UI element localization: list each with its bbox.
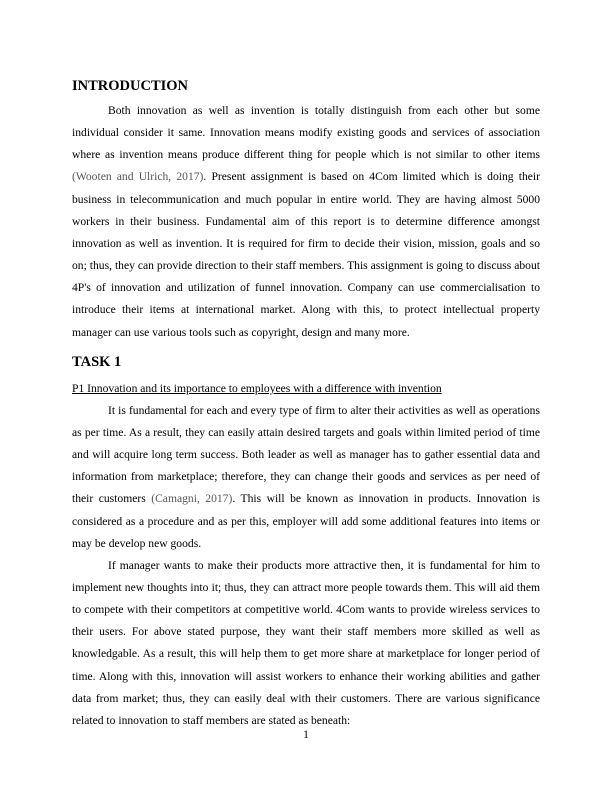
task1-paragraph-2: If manager wants to make their products more attractive then, it is fundamental for him to implement new thoughts into it; thus, they can attract more people towards them. This will aid them to compete with their competitors at competitive world. 4Com wants to provide wireless services to their users. For above stated purpose, they want their staff members more skilled as well as knowledgable. As a result, this will help them to get more share at marketplace for longer period of time. Along with this, innovation will assist workers to enhance their working abilities and gather data from market; thus, they can easily deal with their customers. There are various significance related to innovation to staff members are stated as beneath:	[72, 558, 540, 727]
intro-text-part-1: Both innovation as well as invention is totally distinguish from each other but some individual consider it same. Innovation means modify existing goods and services of association where as invention means produce different thing for people which is not similar to other items	[72, 104, 540, 162]
task1-text-part-2: . This will be known as innovation in products. Innovation is considered as a procedure and as per this, employer will add some additional features into items or may be develop new goods.	[72, 492, 540, 550]
task1-heading: TASK 1	[72, 353, 122, 370]
task1-subheading: P1 Innovation and its importance to employees with a difference with invention	[72, 381, 442, 395]
page-number: 1	[303, 728, 309, 741]
task1-paragraph-1	[72, 400, 540, 555]
intro-citation: (Wooten and Ulrich, 2017)	[72, 170, 204, 184]
introduction-heading: INTRODUCTION	[72, 78, 189, 94]
task1-text-part-1: It is fundamental for each and every type of firm to alter their activities as well as operations as per time. As a result, they can easily attain desired targets and goals within limited period of time and will acquire long term success. Both leader as well as manager has to gather essential data and information from marketplace; therefore, they can change their goods and services as per need of their customers	[72, 403, 540, 506]
document-page	[72, 76, 540, 732]
task1-citation: (Camagni, 2017)	[151, 492, 233, 506]
introduction-paragraph	[72, 100, 540, 344]
intro-text-part-2: . Present assignment is based on 4Com limited which is doing their business in telecommunication and much popular in entire world. They are having almost 5000 workers in their business. Fundamental aim of this report is to determine difference amongst innovation as well as invention. It is required for firm to decide their vision, mission, goals and so on; thus, they can provide direction to their staff members. This assignment is going to discuss about 4P's of innovation and utilization of funnel innovation. Company can use commercialisation to introduce their items at international market. Along with this, to protect intellectual property manager can use various tools such as copyright, design and many more.	[72, 170, 540, 339]
